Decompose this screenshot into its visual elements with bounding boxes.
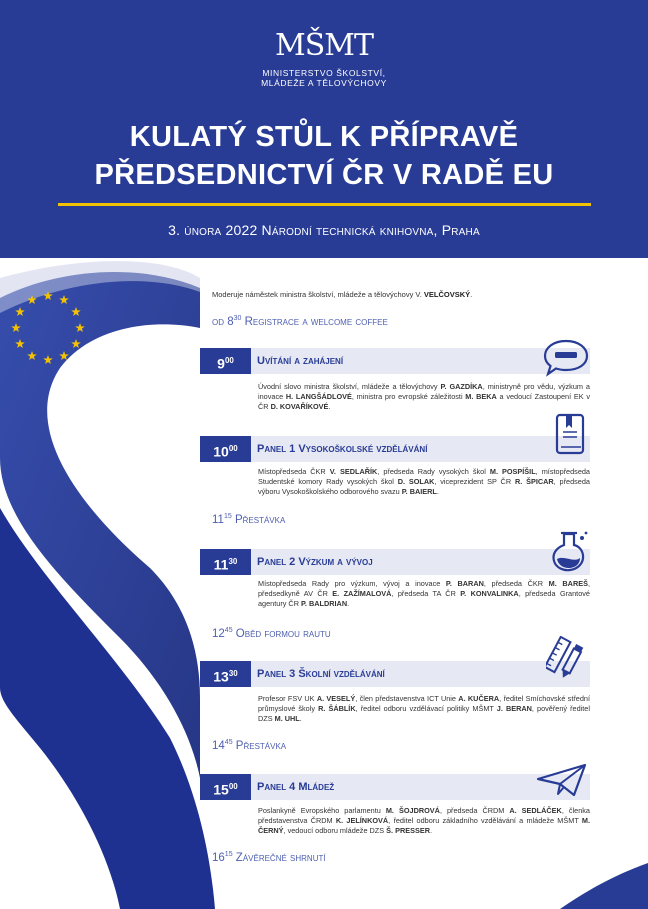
slot-3-title: Panel 2 Výzkum a vývoj	[257, 556, 373, 568]
slot-4-time: $13^{30}$	[200, 661, 251, 687]
break-2: $12^{45}$ Oběd formou rautu	[212, 627, 331, 640]
title-line-2: PŘEDSEDNICTVÍ ČR V RADĚ EU	[94, 159, 554, 191]
slot-2-title: Panel 1 Vysokoškolské vzdělávání	[257, 443, 428, 455]
slot-3-desc: Místopředseda Rady pro výzkum, vývoj a inovace P. BARAN, předseda ČKR M. BAREŠ, předsedkyně AV ČR E. ZAŽÍMALOVÁ, předseda TA ČR P. KONVALINKA, předseda Grantové agentury ČR P. BALDRIAN.	[258, 579, 590, 608]
break-3: $14^{45}$ Přestávka	[212, 739, 287, 752]
book-icon	[553, 412, 587, 458]
slot-5-desc: Poslankyně Evropského parlamentu M. ŠOJDROVÁ, předseda ČRDM A. SEDLÁČEK, členka představenstva ČRDM K. JELÍNKOVÁ, ředitel odboru základního vzdělávání a mládeže MŠMT M. ČERNÝ, vedoucí odboru mládeže DZS Š. PRESSER.	[258, 806, 590, 835]
slot-2-bar	[200, 436, 590, 462]
slot-1-desc: Úvodní slovo ministra školství, mládeže a tělovýchovy P. GAZDÍKA, ministryně pro vědu, výzkum a inovace H. LANGŠÁDLOVÉ, ministra pro evropské záležitosti M. BEKA a vedoucí Zastoupení EK v ČR D. KOVAŘÍKOVÉ.	[258, 382, 590, 411]
speaker-name: R. ŠPICAR	[514, 477, 554, 486]
speaker-name: M. ČERNÝ	[258, 816, 590, 835]
speaker-name: V. SEDLAŘÍK	[329, 467, 378, 476]
speaker-name: A. KUČERA	[458, 694, 500, 703]
slot-1-title: Uvítání a zahájení	[257, 355, 344, 367]
slot-1-bar	[200, 348, 590, 374]
speaker-name: M. BAREŠ	[548, 579, 588, 588]
slot-2-desc: Místopředseda ČKR V. SEDLAŘÍK, předseda Rady vysokých škol M. POSPÍŠIL, místopředseda Studentské komory Rady vysokých škol D. SOLAK, viceprezident SP ČR R. ŠPICAR, předseda výboru Vysokoškolského odborového svazu P. BAIERL.	[258, 467, 590, 496]
slot-3-bar	[200, 549, 590, 575]
gold-divider	[58, 203, 591, 206]
speaker-name: Š. PRESSER	[386, 826, 430, 835]
speaker-name: M. UHL	[274, 714, 300, 723]
slot-1-time: $9^{00}$	[200, 348, 251, 374]
speaker-name: D. SOLAK	[397, 477, 435, 486]
speaker-name: M. BEKA	[465, 392, 497, 401]
closing-summary: $16^{15}$ Závěrečné shrnutí	[212, 851, 326, 864]
registration-item: od $8^{30}$ Registrace a welcome coffee	[212, 315, 388, 328]
speaker-name: P. BAIERL	[401, 487, 437, 496]
break-1: $11^{15}$ Přestávka	[212, 513, 286, 526]
slot-4-desc: Profesor FSV UK A. VESELÝ, člen představenstva ICT Unie A. KUČERA, ředitel Smíchovské střední průmyslové školy R. ŠÁBLÍK, ředitel odboru vzdělávací politiky MŠMT J. BERAN, pověřený ředitel DZS M. UHL.	[258, 694, 590, 723]
slot-2-time: $10^{00}$	[200, 436, 251, 462]
pencil-ruler-icon	[546, 636, 586, 682]
paper-plane-icon	[536, 762, 588, 798]
speaker-name: R. ŠÁBLÍK	[318, 704, 356, 713]
speaker-name: P. BALDRIAN	[301, 599, 348, 608]
speaker-name: A. SEDLÁČEK	[509, 806, 562, 815]
slot-3-time: $11^{30}$	[200, 549, 251, 575]
slot-5-time: $15^{00}$	[200, 774, 251, 800]
slot-5-bar	[200, 774, 590, 800]
moderator-name: VELČOVSKÝ	[423, 290, 471, 299]
logo-mark: MŠMT	[275, 28, 373, 63]
speaker-name: P. GAZDÍKA	[440, 382, 483, 391]
ministry-logo	[0, 24, 648, 88]
speaker-name: E. ZAŽÍMALOVÁ	[332, 589, 392, 598]
speaker-name: P. KONVALINKA	[460, 589, 519, 598]
slot-4-title: Panel 3 Školní vzdělávání	[257, 668, 385, 680]
logo-line-1: MINISTERSTVO ŠKOLSTVÍ,	[262, 68, 386, 78]
event-date-venue: 3. února 2022 Národní technická knihovna, Praha	[168, 222, 480, 238]
slot-5-title: Panel 4 Mládež	[257, 781, 335, 793]
speaker-name: A. VESELÝ	[316, 694, 356, 703]
speaker-name: P. BARAN	[445, 579, 484, 588]
speaker-name: M. POSPÍŠIL	[489, 467, 536, 476]
page-title	[0, 118, 648, 194]
speaker-name: J. BERAN	[496, 704, 532, 713]
slot-4-bar	[200, 661, 590, 687]
speech-bubble-icon	[542, 338, 590, 378]
speaker-name: D. KOVAŘÍKOVÉ	[270, 402, 329, 411]
speaker-name: H. LANGŠÁDLOVÉ	[285, 392, 352, 401]
speaker-name: M. ŠOJDROVÁ	[385, 806, 440, 815]
speaker-name: K. JELÍNKOVÁ	[335, 816, 389, 825]
moderator-line: Moderuje náměstek ministra školství, mládeže a tělovýchovy V. VELČOVSKÝ.	[212, 290, 473, 299]
logo-line-2: MLÁDEŽE A TĚLOVÝCHOVY	[261, 78, 387, 88]
flask-icon	[549, 530, 591, 572]
title-line-1: KULATÝ STŮL K PŘÍPRAVĚ	[129, 121, 519, 153]
